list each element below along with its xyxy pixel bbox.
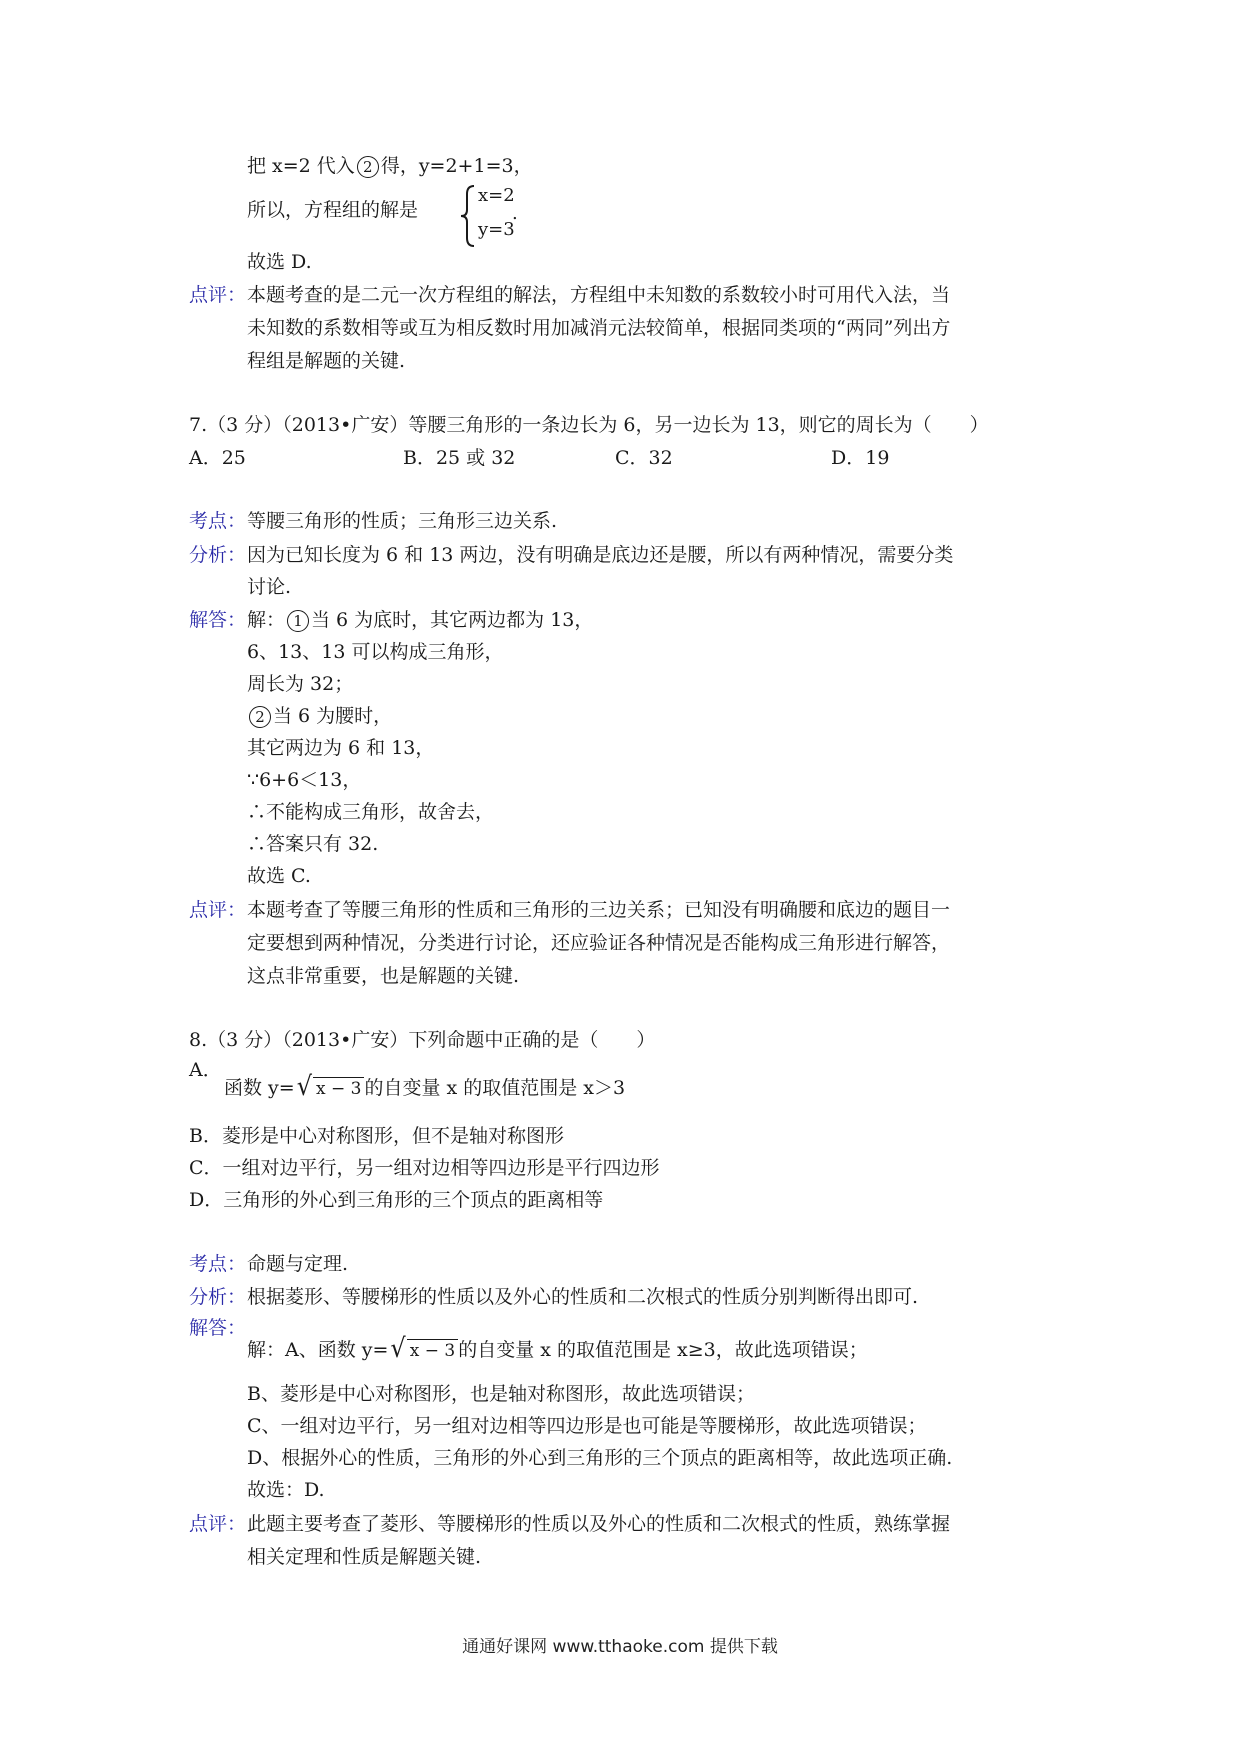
- q8-option-d: D．三角形的外心到三角形的三个顶点的距离相等: [189, 1189, 604, 1211]
- fenxi-text: 根据菱形、等腰梯形的性质以及外心的性质和二次根式的性质分别判断得出即可.: [247, 1286, 919, 1308]
- fenxi-line: 讨论.: [247, 576, 292, 598]
- jieda-line: 故选：D.: [247, 1479, 325, 1501]
- system-line-2: y=3: [478, 219, 515, 240]
- q7-option-b: B．25 或 32: [403, 447, 516, 469]
- jieda-line: 6、13、13 可以构成三角形，: [247, 641, 504, 663]
- dianping-line: 此题主要考查了菱形、等腰梯形的性质以及外心的性质和二次根式的性质，熟练掌握: [247, 1513, 951, 1535]
- comment-line: 本题考查的是二元一次方程组的解法，方程组中未知数的系数较小时可用代入法，当: [247, 284, 951, 306]
- circled-number: 1: [287, 610, 309, 632]
- jieda-label: 解答：: [189, 1317, 247, 1339]
- page-footer: 通通好课网 www.tthaoke.com 提供下载: [462, 1637, 778, 1657]
- q8-stem: 8.（3 分）（2013•广安）下列命题中正确的是（ ）: [189, 1029, 656, 1051]
- q7-stem: 7.（3 分）（2013•广安）等腰三角形的一条边长为 6，另一边长为 13，则它的周长为（ ）: [189, 414, 989, 436]
- dianping-line: 相关定理和性质是解题关键.: [247, 1546, 482, 1568]
- q7-option-d: D．19: [831, 447, 890, 469]
- q8-option-a: [224, 1072, 625, 1102]
- jieda-line: ∴答案只有 32.: [247, 833, 379, 855]
- q7-option-a: A．25: [189, 447, 246, 469]
- dianping-label: 点评：: [189, 899, 247, 921]
- text: 解：: [247, 609, 286, 631]
- jieda-line: [247, 702, 392, 730]
- radicand: x − 3: [313, 1077, 364, 1100]
- text: 当 6 为底时，其它两边都为 13，: [311, 609, 594, 631]
- jieda-line: [247, 1334, 868, 1364]
- text: 函数 y=: [224, 1077, 295, 1099]
- kaodian-label: 考点：: [189, 1253, 247, 1275]
- left-brace-icon: [460, 184, 476, 248]
- text: 解：A、函数 y=: [247, 1339, 389, 1361]
- dianping-label: 点评：: [189, 1513, 247, 1535]
- jieda-line: 故选 C.: [247, 865, 311, 887]
- fenxi-line: 因为已知长度为 6 和 13 两边，没有明确是底边还是腰，所以有两种情况，需要分类: [247, 544, 954, 566]
- text: 当 6 为腰时，: [273, 705, 393, 727]
- fenxi-label: 分析：: [189, 544, 247, 566]
- circled-number: 2: [357, 156, 379, 178]
- kaodian-label: 考点：: [189, 510, 247, 532]
- text: 的自变量 x 的取值范围是 x≥3，故此选项错误；: [458, 1339, 868, 1361]
- text: 把 x=2 代入: [247, 155, 355, 177]
- dianping-line: 本题考查了等腰三角形的性质和三角形的三边关系；已知没有明确腰和底边的题目一: [247, 899, 951, 921]
- text: 得，y=2+1=3，: [380, 155, 533, 177]
- text: 所以，方程组的解是: [247, 199, 419, 221]
- q8-option-c: C．一组对边平行，另一组对边相等四边形是平行四边形: [189, 1157, 660, 1179]
- radical-sign: √: [296, 1070, 312, 1102]
- jieda-line: 周长为 32；: [247, 673, 354, 695]
- circled-number: 2: [249, 706, 271, 728]
- jieda-line: 其它两边为 6 和 13，: [247, 737, 435, 759]
- dianping-line: 定要想到两种情况，分类进行讨论，还应验证各种情况是否能构成三角形进行解答，: [247, 932, 951, 954]
- jieda-line: [247, 606, 593, 634]
- comment-line: 程组是解题的关键.: [247, 350, 406, 372]
- jieda-line: ∵6+6＜13，: [247, 769, 362, 791]
- fenxi-label: 分析：: [189, 1286, 247, 1308]
- kaodian-text: 等腰三角形的性质；三角形三边关系.: [247, 510, 558, 532]
- jieda-label: 解答：: [189, 609, 247, 631]
- jieda-line: D、根据外心的性质，三角形的外心到三角形的三个顶点的距离相等，故此选项正确.: [247, 1447, 953, 1469]
- system-line-1: x=2: [478, 185, 515, 206]
- dianping-line: 这点非常重要，也是解题的关键.: [247, 965, 520, 987]
- jieda-line: ∴不能构成三角形，故舍去，: [247, 801, 495, 823]
- radicand: x − 3: [407, 1339, 458, 1362]
- jieda-line: B、菱形是中心对称图形，也是轴对称图形，故此选项错误；: [247, 1383, 755, 1405]
- comment-line: 未知数的系数相等或互为相反数时用加减消元法较简单，根据同类项的“两同”列出方: [247, 317, 951, 339]
- jieda-line: C、一组对边平行，另一组对边相等四边形是也可能是等腰梯形，故此选项错误；: [247, 1415, 927, 1437]
- prev-choice-line: 故选 D.: [247, 251, 312, 273]
- kaodian-text: 命题与定理.: [247, 1253, 349, 1275]
- text: 的自变量 x 的取值范围是 x＞3: [364, 1077, 626, 1099]
- prev-solution-line: [247, 196, 418, 224]
- q8-option-a-letter: A．: [189, 1059, 222, 1081]
- q8-option-b: B．菱形是中心对称图形，但不是轴对称图形: [189, 1125, 564, 1147]
- comment-label: 点评：: [189, 284, 247, 306]
- prev-substitution-line: [247, 152, 533, 180]
- radical-sign: √: [390, 1332, 406, 1364]
- q7-option-c: C．32: [615, 447, 673, 469]
- system-period: .: [512, 203, 518, 224]
